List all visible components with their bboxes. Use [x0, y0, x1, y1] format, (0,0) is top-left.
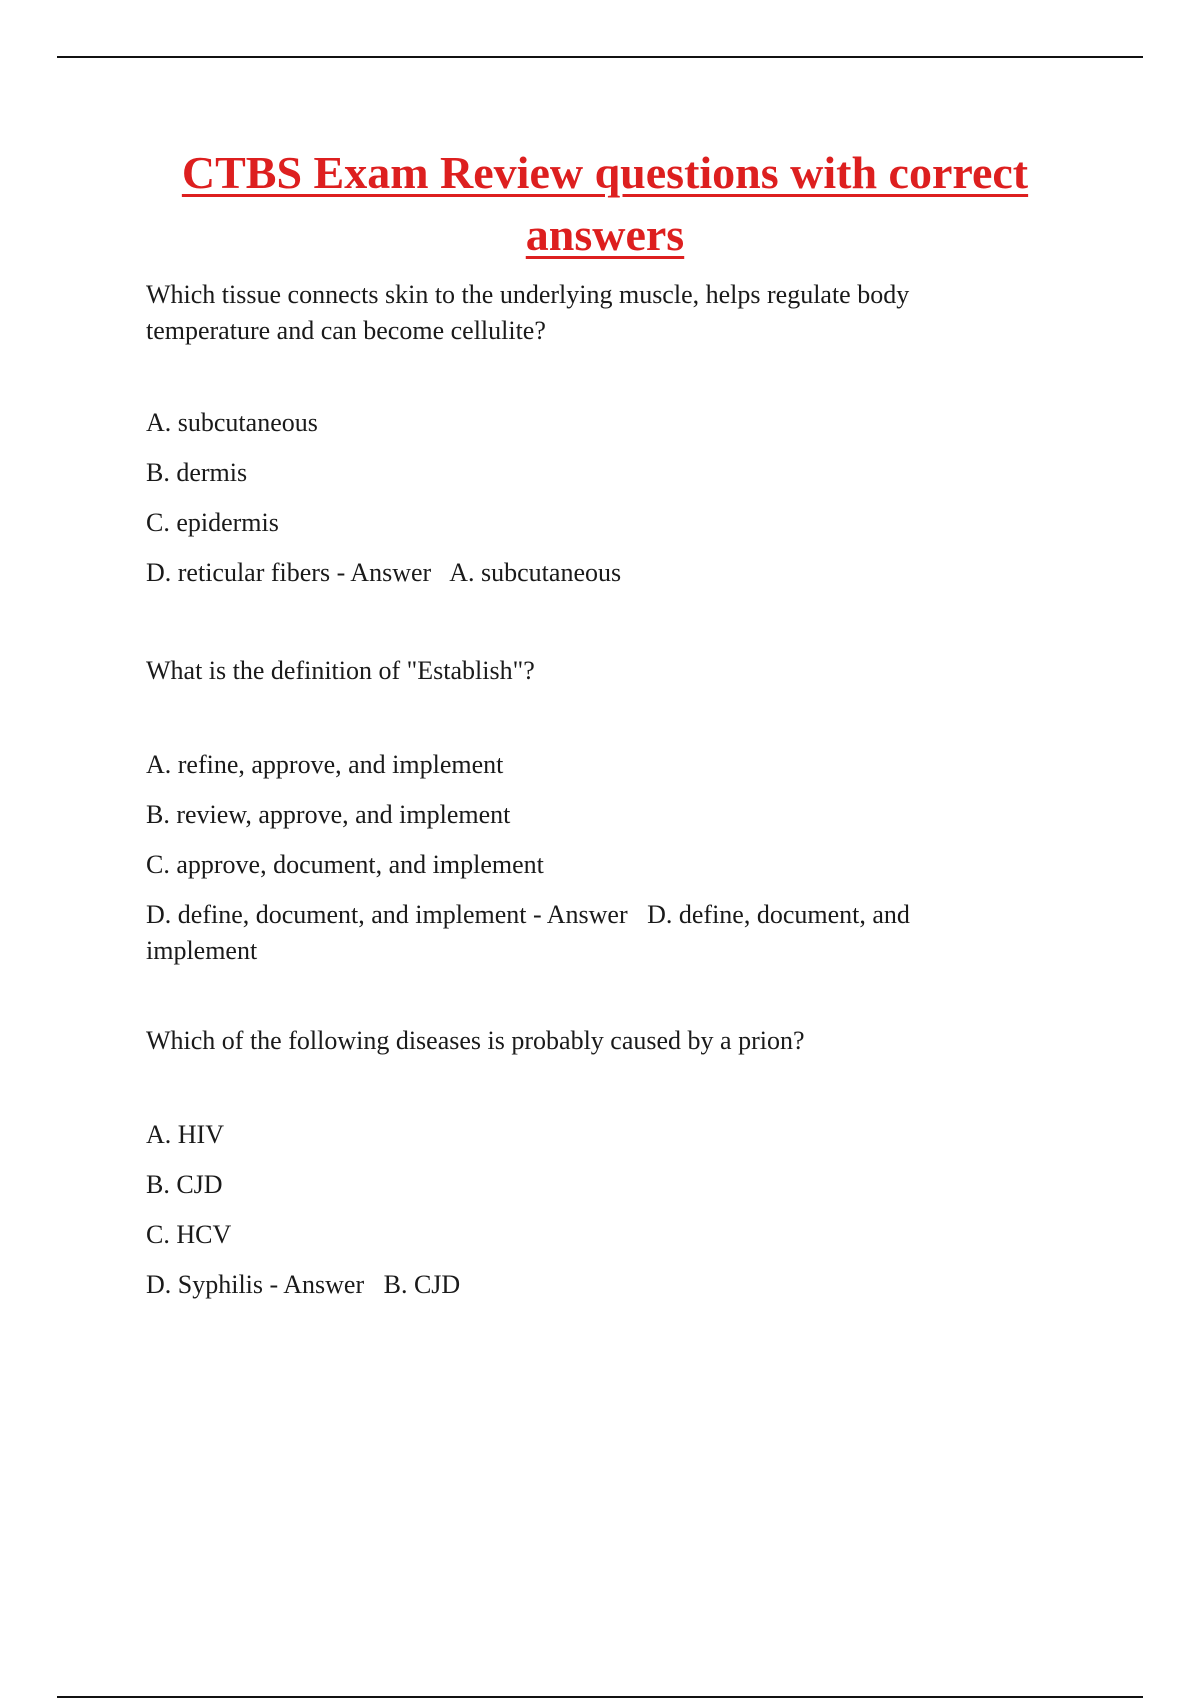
top-rule [57, 56, 1143, 58]
option-list [146, 405, 1016, 591]
option-list [146, 1117, 1016, 1303]
question-block [146, 277, 1016, 591]
option-c: C. epidermis [146, 508, 279, 537]
bottom-rule [57, 1696, 1143, 1698]
question-list [146, 277, 1016, 1317]
question-text: Which of the following diseases is probably caused by a prion? [146, 1026, 805, 1055]
option-b: B. CJD [146, 1170, 223, 1199]
option-d-with-answer: D. reticular fibers - Answer A. subcutaneous [146, 558, 622, 587]
option-b: B. review, approve, and implement [146, 800, 511, 829]
option-c: C. HCV [146, 1220, 232, 1249]
page-title: CTBS Exam Review questions with correct answers [181, 147, 1029, 260]
option-c: C. approve, document, and implement [146, 850, 544, 879]
question-block [146, 1023, 1016, 1303]
question-text: What is the definition of "Establish"? [146, 656, 535, 685]
option-a: A. refine, approve, and implement [146, 750, 504, 779]
question-text: Which tissue connects skin to the underlying muscle, helps regulate body temperature and can become cellulite? [146, 280, 910, 345]
option-b: B. dermis [146, 458, 248, 487]
option-d-with-answer: D. define, document, and implement - Answer D. define, document, and implement [146, 900, 917, 965]
option-list [146, 747, 1016, 969]
option-a: A. subcutaneous [146, 408, 318, 437]
option-a: A. HIV [146, 1120, 224, 1149]
question-block [146, 653, 1016, 969]
option-d-with-answer: D. Syphilis - Answer B. CJD [146, 1270, 461, 1299]
